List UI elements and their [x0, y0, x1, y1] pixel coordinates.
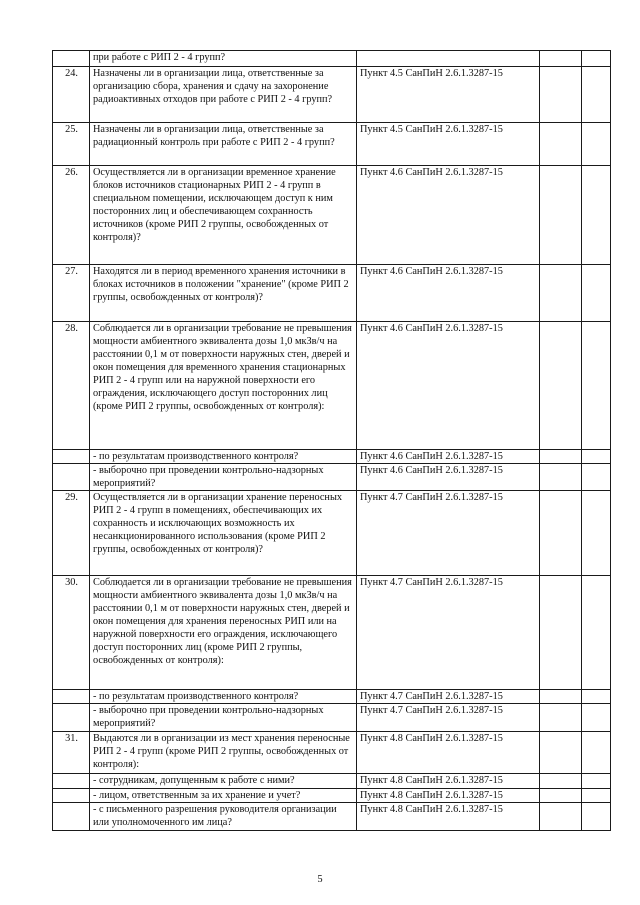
- item-number: 29.: [53, 491, 90, 576]
- note-cell: [582, 51, 611, 67]
- legal-reference: Пункт 4.7 СанПиН 2.6.1.3287-15: [357, 576, 540, 690]
- item-number: [53, 51, 90, 67]
- answer-cell: [540, 123, 582, 166]
- note-cell: [582, 123, 611, 166]
- answer-cell: [540, 265, 582, 322]
- answer-cell: [540, 803, 582, 831]
- table-row: [53, 491, 611, 576]
- table-row: [53, 732, 611, 774]
- item-number: 27.: [53, 265, 90, 322]
- item-number: 31.: [53, 732, 90, 774]
- answer-cell: [540, 690, 582, 704]
- note-cell: [582, 265, 611, 322]
- checklist-table: [52, 50, 611, 831]
- table-row: [53, 464, 611, 491]
- requirement-text: Осуществляется ли в организации временное хранение блоков источников стационарных РИП 2 - 4 групп в специальном помещении, исключающем доступ к ним посторонних лиц и обеспечивающем сохранность источников (кроме РИП 2 группы, освобожденных от контроля)?: [90, 166, 357, 265]
- note-cell: [582, 322, 611, 450]
- table-row: [53, 265, 611, 322]
- legal-reference: Пункт 4.6 СанПиН 2.6.1.3287-15: [357, 450, 540, 464]
- item-number: 30.: [53, 576, 90, 690]
- table-row: [53, 690, 611, 704]
- note-cell: [582, 166, 611, 265]
- answer-cell: [540, 789, 582, 803]
- note-cell: [582, 67, 611, 123]
- answer-cell: [540, 322, 582, 450]
- answer-cell: [540, 166, 582, 265]
- requirement-text: - по результатам производственного контроля?: [90, 450, 357, 464]
- item-number: 26.: [53, 166, 90, 265]
- requirement-text: Назначены ли в организации лица, ответственные за организацию сбора, хранения и сдачу на захоронение радиоактивных отходов при работе с РИП 2 - 4 групп?: [90, 67, 357, 123]
- legal-reference: Пункт 4.5 СанПиН 2.6.1.3287-15: [357, 123, 540, 166]
- note-cell: [582, 464, 611, 491]
- answer-cell: [540, 51, 582, 67]
- legal-reference: [357, 51, 540, 67]
- table-row: [53, 450, 611, 464]
- item-number: [53, 690, 90, 704]
- item-number: 25.: [53, 123, 90, 166]
- note-cell: [582, 704, 611, 732]
- table-row: [53, 67, 611, 123]
- table-row: [53, 789, 611, 803]
- requirement-text: Соблюдается ли в организации требование не превышения мощности амбиентного эквивалента дозы 1,0 мкЗв/ч на расстоянии 0,1 м от поверхности наружных стен, дверей и окон помещения для временного хранения стационарных РИП 2 - 4 групп или на наружной поверхности его ограждения, исключающего доступ посторонних лиц (кроме РИП 2 группы, освобожденных от контроля):: [90, 322, 357, 450]
- requirement-text: Соблюдается ли в организации требование не превышения мощности амбиентного эквивалента дозы 1,0 мкЗв/ч на расстоянии 0,1 м от поверхности наружных стен, дверей и окон помещения для хранения переносных РИП или на наружной поверхности его ограждения, исключающего доступ посторонних лиц (кроме РИП 2 группы, освобожденных от контроля):: [90, 576, 357, 690]
- note-cell: [582, 450, 611, 464]
- answer-cell: [540, 67, 582, 123]
- requirement-text: при работе с РИП 2 - 4 групп?: [90, 51, 357, 67]
- requirement-text: - выборочно при проведении контрольно-надзорных мероприятий?: [90, 704, 357, 732]
- item-number: 24.: [53, 67, 90, 123]
- table-row: [53, 803, 611, 831]
- requirement-text: - выборочно при проведении контрольно-надзорных мероприятий?: [90, 464, 357, 491]
- legal-reference: Пункт 4.8 СанПиН 2.6.1.3287-15: [357, 732, 540, 774]
- item-number: 28.: [53, 322, 90, 450]
- table-row: [53, 322, 611, 450]
- table-row: [53, 576, 611, 690]
- item-number: [53, 774, 90, 789]
- checklist-body: [53, 51, 611, 831]
- item-number: [53, 789, 90, 803]
- table-row: [53, 704, 611, 732]
- table-row: [53, 166, 611, 265]
- requirement-text: - с письменного разрешения руководителя организации или уполномоченного им лица?: [90, 803, 357, 831]
- requirement-text: Выдаются ли в организации из мест хранения переносные РИП 2 - 4 групп (кроме РИП 2 группы, освобожденных от контроля):: [90, 732, 357, 774]
- requirement-text: - сотрудникам, допущенным к работе с ними?: [90, 774, 357, 789]
- requirement-text: Назначены ли в организации лица, ответственные за радиационный контроль при работе с РИП 2 - 4 групп?: [90, 123, 357, 166]
- table-row: [53, 123, 611, 166]
- requirement-text: - лицом, ответственным за их хранение и учет?: [90, 789, 357, 803]
- requirement-text: Осуществляется ли в организации хранение переносных РИП 2 - 4 групп в помещениях, обеспечивающих их сохранность и исключающих возможность их несанкционированного использования (кроме РИП 2 группы, освобожденных от контроля)?: [90, 491, 357, 576]
- legal-reference: Пункт 4.6 СанПиН 2.6.1.3287-15: [357, 322, 540, 450]
- answer-cell: [540, 450, 582, 464]
- note-cell: [582, 732, 611, 774]
- legal-reference: Пункт 4.7 СанПиН 2.6.1.3287-15: [357, 704, 540, 732]
- legal-reference: Пункт 4.6 СанПиН 2.6.1.3287-15: [357, 464, 540, 491]
- legal-reference: Пункт 4.7 СанПиН 2.6.1.3287-15: [357, 690, 540, 704]
- answer-cell: [540, 464, 582, 491]
- answer-cell: [540, 732, 582, 774]
- note-cell: [582, 789, 611, 803]
- legal-reference: Пункт 4.7 СанПиН 2.6.1.3287-15: [357, 491, 540, 576]
- table-row: [53, 51, 611, 67]
- requirement-text: - по результатам производственного контроля?: [90, 690, 357, 704]
- note-cell: [582, 803, 611, 831]
- item-number: [53, 704, 90, 732]
- note-cell: [582, 774, 611, 789]
- legal-reference: Пункт 4.8 СанПиН 2.6.1.3287-15: [357, 789, 540, 803]
- answer-cell: [540, 491, 582, 576]
- legal-reference: Пункт 4.8 СанПиН 2.6.1.3287-15: [357, 774, 540, 789]
- page-number: 5: [317, 874, 323, 885]
- legal-reference: Пункт 4.6 СанПиН 2.6.1.3287-15: [357, 265, 540, 322]
- table-row: [53, 774, 611, 789]
- answer-cell: [540, 774, 582, 789]
- item-number: [53, 450, 90, 464]
- answer-cell: [540, 576, 582, 690]
- answer-cell: [540, 704, 582, 732]
- note-cell: [582, 576, 611, 690]
- item-number: [53, 803, 90, 831]
- item-number: [53, 464, 90, 491]
- requirement-text: Находятся ли в период временного хранения источники в блоках источников в положении "хранение" (кроме РИП 2 группы, освобожденных от контроля)?: [90, 265, 357, 322]
- legal-reference: Пункт 4.6 СанПиН 2.6.1.3287-15: [357, 166, 540, 265]
- legal-reference: Пункт 4.5 СанПиН 2.6.1.3287-15: [357, 67, 540, 123]
- note-cell: [582, 690, 611, 704]
- note-cell: [582, 491, 611, 576]
- legal-reference: Пункт 4.8 СанПиН 2.6.1.3287-15: [357, 803, 540, 831]
